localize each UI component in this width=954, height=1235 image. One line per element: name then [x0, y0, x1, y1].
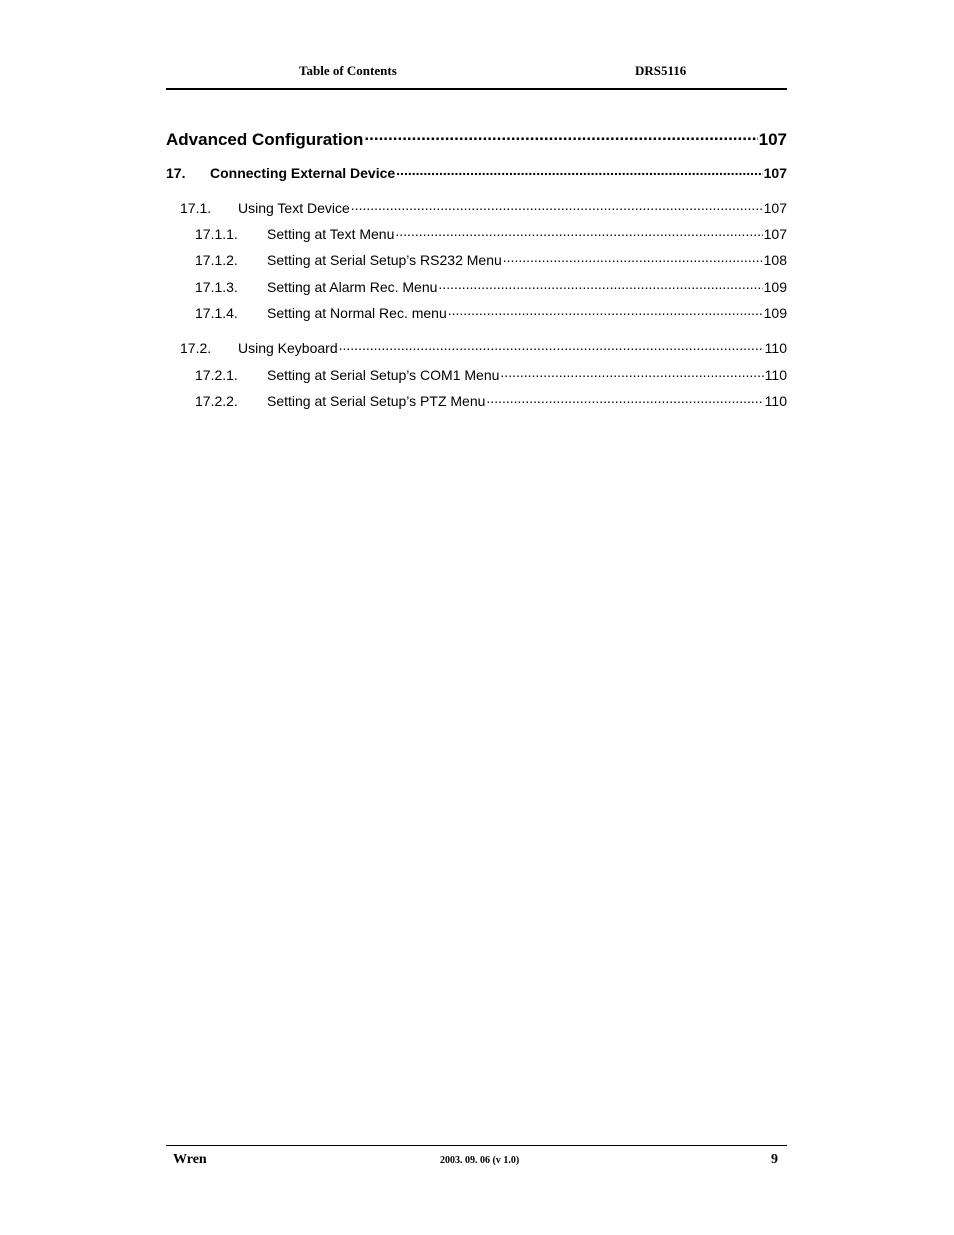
- toc-entry-number: 17.2.2.: [195, 393, 238, 409]
- toc-entry-section[interactable]: [166, 339, 787, 356]
- toc-entry-page: 107: [763, 165, 787, 181]
- toc-entry-number: 17.1.: [180, 200, 212, 216]
- toc-entry-text: Setting at Normal Rec. menu: [267, 305, 447, 321]
- toc-entry-subsection[interactable]: [166, 392, 787, 409]
- toc-entry-chapter[interactable]: [166, 164, 787, 181]
- toc-entry-text: Using Keyboard: [238, 340, 338, 356]
- toc-entry-number: 17.1.4.: [195, 305, 238, 321]
- toc-dot-leader: [500, 366, 763, 380]
- toc-entry-page: 107: [763, 200, 787, 216]
- toc-entry-page: 107: [763, 226, 787, 242]
- toc-entry-page: 109: [763, 305, 787, 321]
- page-header: [166, 60, 787, 90]
- toc-entry-text: Setting at Text Menu: [267, 226, 395, 242]
- toc-dot-leader: [396, 164, 762, 178]
- toc-entry-number: 17.1.2.: [195, 252, 238, 268]
- toc-entry-text: Using Text Device: [238, 200, 350, 216]
- toc-dot-leader: [395, 225, 762, 239]
- toc-entry-text: Setting at Alarm Rec. Menu: [267, 279, 438, 295]
- toc-dot-leader: [351, 199, 763, 213]
- toc-entry-page: 109: [763, 279, 787, 295]
- toc-entry-number: 17.: [166, 165, 186, 181]
- toc-entry-page: 108: [763, 252, 787, 268]
- toc-entry-number: 17.1.3.: [195, 279, 238, 295]
- toc-dot-leader: [486, 392, 763, 406]
- footer-company: Wren: [173, 1152, 207, 1167]
- toc-entry-number: 17.2.1.: [195, 367, 238, 383]
- toc-entry-text: Connecting External Device: [210, 165, 396, 181]
- footer-date-version: 2003. 09. 06 (v 1.0): [440, 1155, 520, 1166]
- toc-entry-part[interactable]: [166, 128, 787, 150]
- footer-page-number: 9: [771, 1152, 778, 1167]
- toc-entry-subsection[interactable]: [166, 251, 787, 268]
- toc-entry-page: 107: [758, 130, 787, 149]
- toc-dot-leader: [503, 251, 763, 265]
- toc-dot-leader: [438, 278, 762, 292]
- toc-entry-text: Setting at Serial Setup’s PTZ Menu: [267, 393, 486, 409]
- toc-entry-subsection[interactable]: [166, 304, 787, 321]
- toc-entry-text: Setting at Serial Setup’s RS232 Menu: [267, 252, 502, 268]
- toc-entry-page: 110: [764, 393, 787, 409]
- toc-entry-text: Setting at Serial Setup’s COM1 Menu: [267, 367, 500, 383]
- toc-dot-leader: [339, 339, 764, 353]
- toc-dot-leader: [364, 128, 757, 145]
- page-footer: [166, 1145, 787, 1176]
- header-document-id: DRS5116: [635, 63, 687, 78]
- toc-entry-number: 17.1.1.: [195, 226, 238, 242]
- toc-entry-subsection[interactable]: [166, 278, 787, 295]
- header-section-title: Table of Contents: [299, 63, 397, 78]
- toc-dot-leader: [448, 304, 763, 318]
- toc-entry-page: 110: [764, 340, 787, 356]
- toc-entry-number: 17.2.: [180, 340, 212, 356]
- toc-entry-subsection[interactable]: [166, 225, 787, 242]
- toc-entry-text: Advanced Configuration: [166, 130, 364, 149]
- toc-entry-page: 110: [764, 367, 787, 383]
- toc-entry-subsection[interactable]: [166, 366, 787, 383]
- toc-entry-section[interactable]: [166, 199, 787, 216]
